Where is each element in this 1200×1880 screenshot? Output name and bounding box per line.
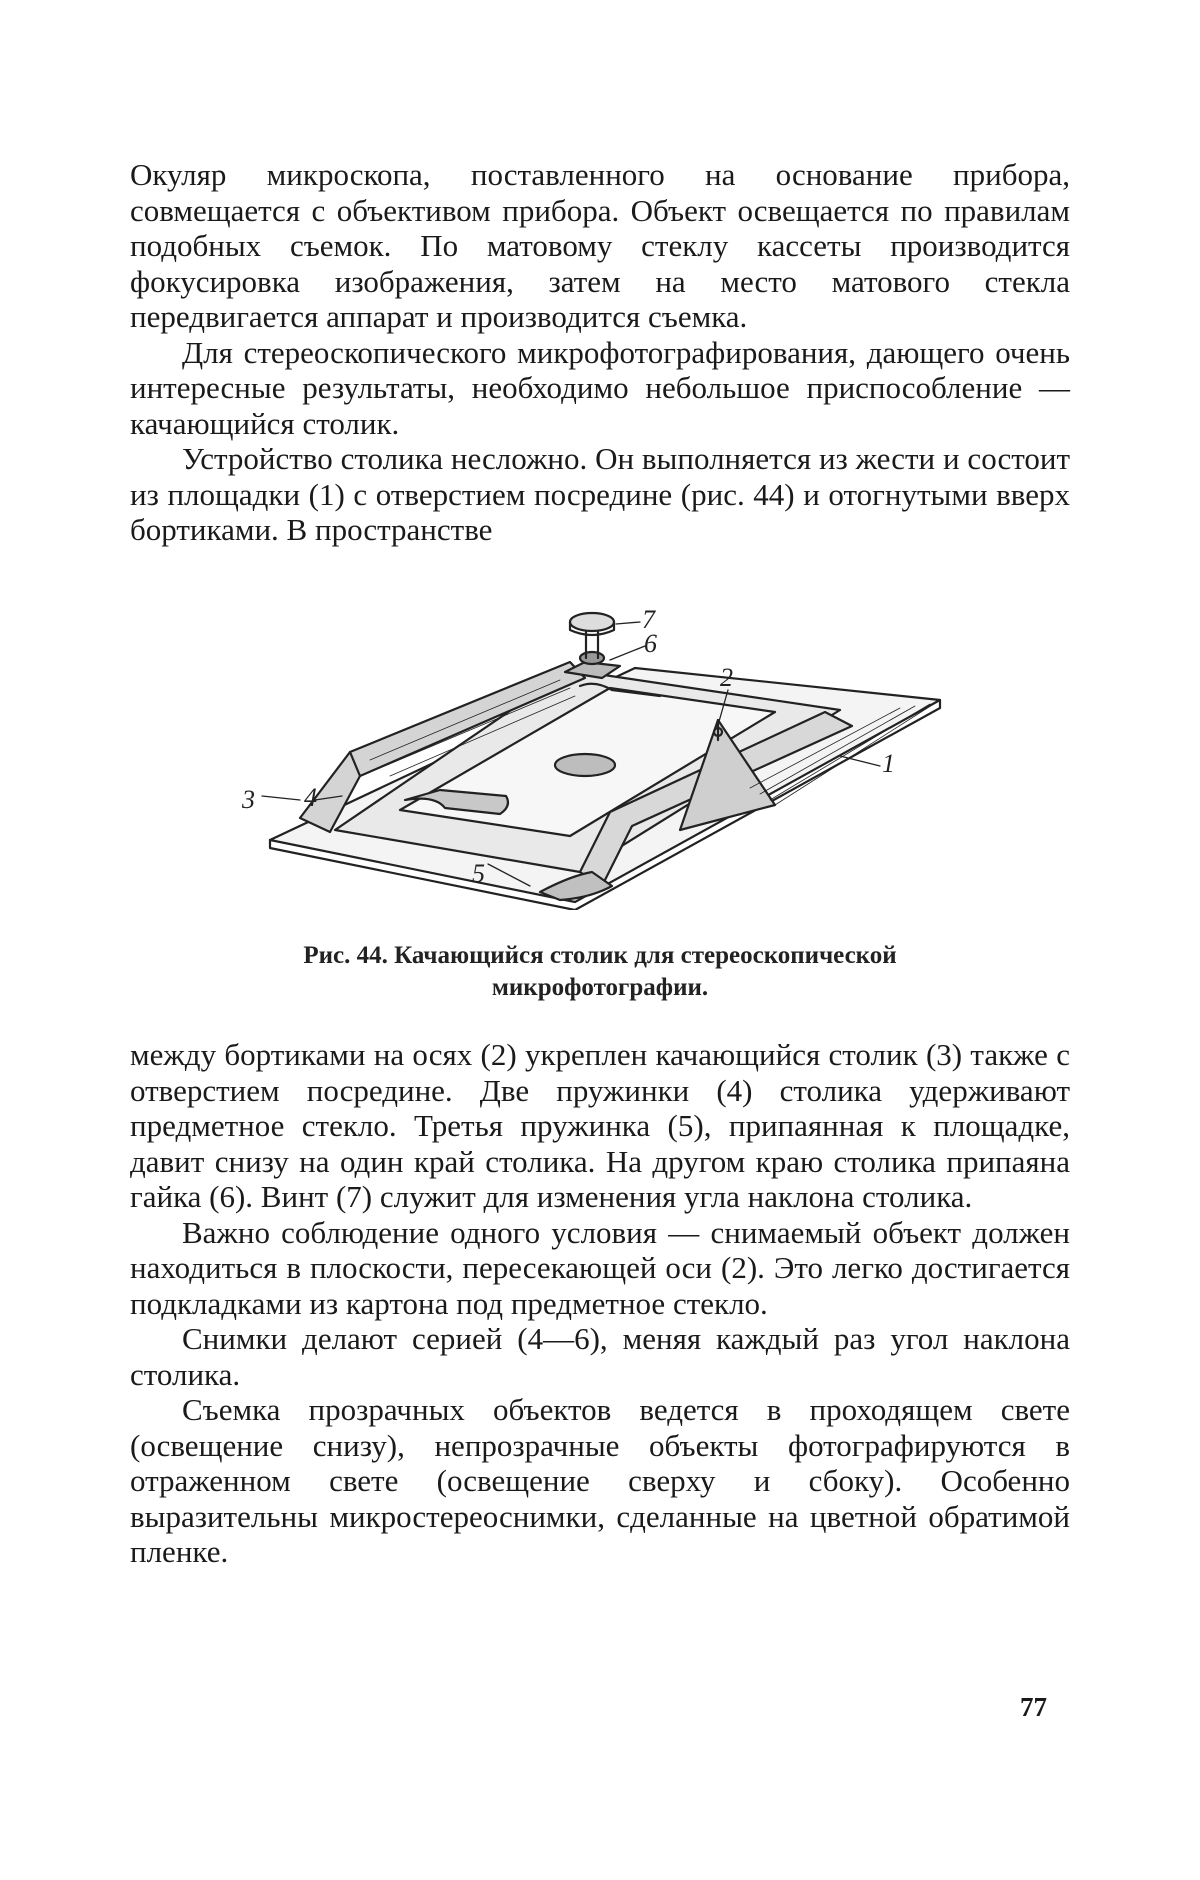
figure-label-1: 1	[882, 749, 895, 778]
figure-label-5: 5	[472, 859, 485, 888]
caption-line: микрофотографии.	[491, 974, 709, 1001]
paragraph: Окуляр микроскопа, поставленного на основание прибора, совмещается с объективом прибора. Объект освещается по правилам подобных съемок. По матовому стеклу кассеты производится фокусировка изображения, затем на место матового стекла передвигается аппарат и производится съемка.	[130, 157, 1070, 334]
text-block-bottom	[130, 1037, 1070, 1570]
paragraph: Важно соблюдение одного условия — снимаемый объект должен находиться в плоскости, пересекающей оси (2). Это легко достигается подкладками из картона под предметное стекло.	[130, 1214, 1070, 1321]
figure-label-4: 4	[304, 783, 317, 812]
paragraph: Устройство столика несложно. Он выполняется из жести и состоит из площадки (1) с отверстием посредине (рис. 44) и отогнутыми вверх бортиками. В пространстве	[130, 441, 1070, 547]
figure-label-3: 3	[242, 785, 255, 814]
figure-caption	[150, 940, 1050, 1004]
paragraph: Для стереоскопического микрофотографирования, дающего очень интересные результаты, необходимо небольшое приспособление — качающийся столик.	[130, 334, 1070, 441]
figure-label-7: 7	[642, 605, 655, 634]
paragraph: Съемка прозрачных объектов ведется в проходящем свете (освещение снизу), непрозрачные объекты фотографируются в отраженном свете (освещение сверху и сбоку). Особенно выразительны микростереоснимки, сделанные на цветной обратимой пленке.	[130, 1392, 1070, 1569]
tilting-stage-drawing	[240, 600, 950, 910]
text-block-top	[130, 157, 1070, 548]
figure-label-6: 6	[644, 629, 657, 658]
caption-line: Рис. 44. Качающийся столик для стереоскопической	[303, 942, 897, 969]
paragraph: Снимки делают серией (4—6), меняя каждый раз угол наклона столика.	[130, 1321, 1070, 1392]
paragraph: между бортиками на осях (2) укреплен качающийся столик (3) также с отверстием посредине. Две пружинки (4) столика удерживают предметное стекло. Третья пружинка (5), припаянная к площадке, давит снизу на один край столика. На другом краю столика припаяна гайка (6). Винт (7) служит для изменения угла наклона столика.	[130, 1037, 1070, 1214]
figure-44-illustration	[240, 600, 950, 910]
figure-label-2: 2	[720, 663, 733, 692]
page-number: 77	[1020, 1692, 1047, 1722]
